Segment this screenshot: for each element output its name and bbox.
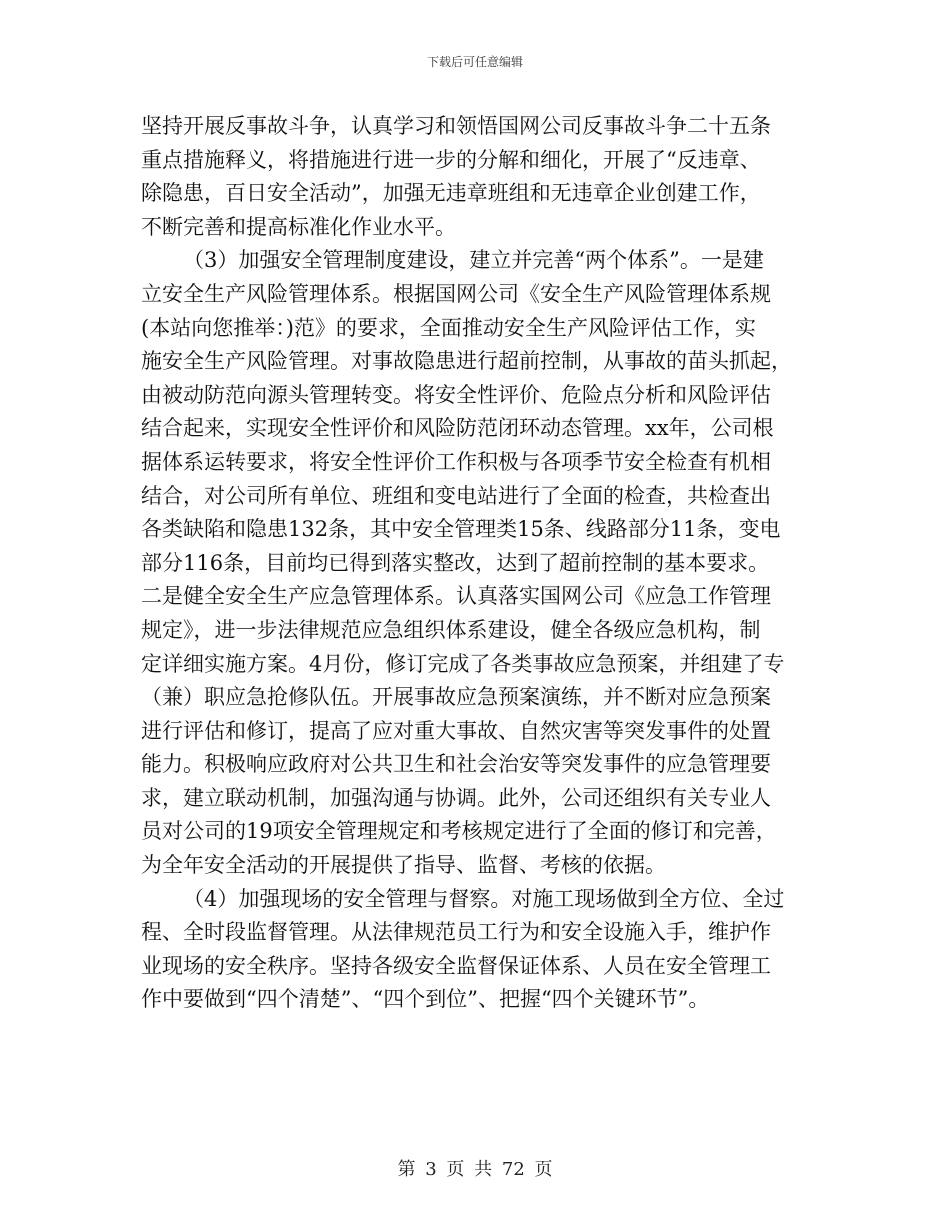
text-line: 不断完善和提高标准化作业水平。 [141,214,456,239]
total-pages: 72 [501,1159,525,1180]
body-text [141,110,816,1017]
text-line: 能力。积极响应政府对公共卫生和社会治安等突发事件的应急管理要 [141,752,771,777]
text-line: 为全年安全活动的开展提供了指导、监督、考核的依据。 [141,853,666,878]
text-line: 结合起来，实现安全性评价和风险防范闭环动态管理。xx年，公司根 [141,416,774,441]
page-header: 下载后可任意编辑 [426,55,523,69]
text-line: 二是健全安全生产应急管理体系。认真落实国网公司《应急工作管理 [141,584,771,609]
text-line: 各类缺陷和隐患132条，其中安全管理类15条、线路部分11条，变电 [141,517,781,542]
text-line: 坚持开展反事故斗争，认真学习和领悟国网公司反事故斗争二十五条 [141,114,771,138]
text-line: 由被动防范向源头管理转变。将安全性评价、危险点分析和风险评估 [141,382,771,407]
text-line: 除隐患，百日安全活动”，加强无违章班组和无违章企业创建工作， [141,181,761,206]
text-line: 程、全时段监督管理。从法律规范员工行为和安全设施入手，维护作 [141,920,771,945]
text-line: 员对公司的19项安全管理规定和考核规定进行了全面的修订和完善， [141,819,777,844]
text-line: (本站向您推举：)范》的要求，全面推动安全生产风险评估工作，实 [141,315,756,340]
paragraph-start-line: （3）加强安全管理制度建设，建立并完善“两个体系”。一是建 [183,248,764,273]
text-line: 进行评估和修订，提高了应对重大事故、自然灾害等突发事件的处置 [141,718,771,743]
text-line: 重点措施释义，将措施进行进一步的分解和细化，开展了“反违章、 [141,147,761,172]
text-line: 规定》，进一步法律规范应急组织体系建设，健全各级应急机构，制 [141,617,761,642]
text-line: 据体系运转要求，将安全性评价工作积极与各项季节安全检查有机相 [141,449,771,474]
page-label-suffix: 页 [534,1159,553,1180]
text-line: 施安全生产风险管理。对事故隐患进行超前控制，从事故的苗头抓起， [141,349,792,374]
text-line: （兼）职应急抢修队伍。开展事故应急预案演练，并不断对应急预案 [141,685,771,710]
page-label-middle-2: 共 [474,1159,493,1180]
text-line: 作中要做到“四个清楚”、“四个到位”、把握“四个关键环节”。 [141,987,710,1012]
text-line: 求，建立联动机制，加强沟通与协调。此外，公司还组织有关专业人 [141,785,771,810]
paragraph-start-line: （4）加强现场的安全管理与督察。对施工现场做到全方位、全过 [183,886,785,911]
text-line: 结合，对公司所有单位、班组和变电站进行了全面的检查，共检查出 [141,483,771,508]
page-label-middle-1: 页 [446,1159,465,1180]
text-line: 定详细实施方案。4月份，修订完成了各类事故应急预案，并组建了专 [141,651,785,676]
page-label-prefix: 第 [397,1159,416,1180]
page-number: 3 [425,1159,437,1180]
text-line: 立安全生产风险管理体系。根据国网公司《安全生产风险管理体系规 [141,281,771,306]
text-line: 部分116条，目前均已得到落实整改，达到了超前控制的基本要求。 [141,550,770,575]
page-footer [0,1158,950,1182]
text-line: 业现场的安全秩序。坚持各级安全监督保证体系、人员在安全管理工 [141,953,771,978]
